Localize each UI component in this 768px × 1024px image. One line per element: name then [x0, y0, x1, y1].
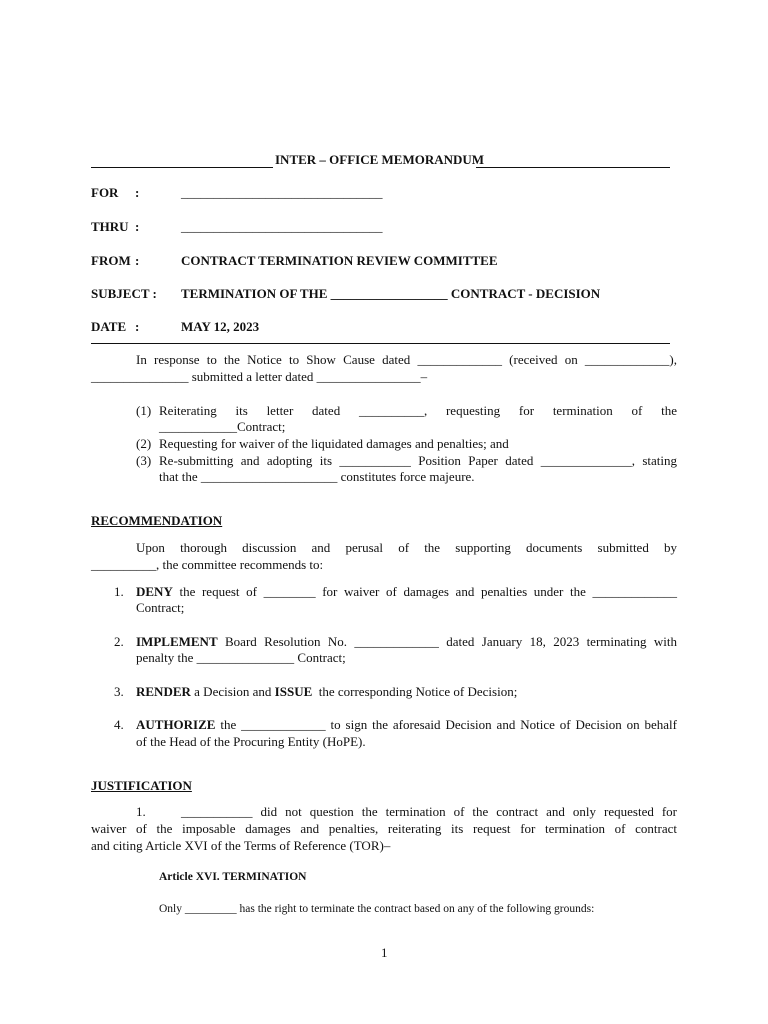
rec-4-line-1	[136, 717, 677, 733]
item-2-number: (2)	[136, 436, 152, 451]
for-label: FOR	[91, 185, 119, 200]
rec-2-line-2: penalty the _______________ Contract;	[136, 650, 346, 665]
item-1-line-1: Reiterating its letter dated __________, requesting for termination of the	[159, 403, 677, 418]
rec-2-line-1	[136, 634, 677, 650]
from-label: FROM	[91, 253, 131, 268]
justification-line-1: ___________ did not question the termination of the contract and only requested for	[181, 804, 677, 819]
header-bottom-rule	[91, 343, 670, 344]
rec-1-line-2: Contract;	[136, 600, 185, 615]
for-value: _______________________________	[181, 185, 383, 200]
rec-2-keyword: IMPLEMENT	[136, 634, 218, 649]
rec-4-number: 4.	[114, 717, 124, 732]
thru-label: THRU	[91, 219, 129, 234]
rec-3-keyword: RENDER	[136, 684, 191, 699]
justification-line-2: waiver of the imposable damages and penalties, reiterating its request for termination of contract	[91, 821, 677, 836]
recommendation-heading: RECOMMENDATION	[91, 513, 223, 528]
rec-4-text: the _____________ to sign the aforesaid Decision and Notice of Decision on behalf	[215, 717, 677, 732]
title-rule-right	[476, 167, 670, 168]
rec-3-number: 3.	[114, 684, 124, 699]
rec-1-number: 1.	[114, 584, 124, 599]
thru-colon: :	[135, 219, 140, 234]
intro-line-1: In response to the Notice to Show Cause dated _____________ (received on _____________),	[136, 352, 677, 367]
rec-3-text-tail: the corresponding Notice of Decision;	[312, 684, 518, 699]
item-1-number: (1)	[136, 403, 152, 418]
date-label: DATE	[91, 319, 127, 334]
justification-heading: JUSTIFICATION	[91, 778, 192, 793]
page-number: 1	[381, 945, 388, 960]
from-value: CONTRACT TERMINATION REVIEW COMMITTEE	[181, 253, 498, 268]
rec-3-line-1	[136, 684, 517, 700]
rec-4-line-2: of the Head of the Procuring Entity (HoPE).	[136, 734, 366, 749]
rec-1-line-1	[136, 584, 677, 600]
recommendation-intro-line-2: __________, the committee recommends to:	[91, 557, 324, 572]
item-3-number: (3)	[136, 453, 152, 468]
justification-line-3: and citing Article XVI of the Terms of Reference (TOR)–	[91, 838, 391, 853]
date-colon: :	[135, 319, 140, 334]
rec-4-keyword: AUTHORIZE	[136, 717, 216, 732]
intro-line-2: _______________ submitted a letter dated ________________–	[91, 369, 428, 384]
item-1-line-2: ____________Contract;	[159, 419, 286, 434]
article-text: Only _________ has the right to terminate the contract based on any of the following grounds:	[159, 903, 595, 915]
item-3-line-2: that the _____________________ constitutes force majeure.	[159, 469, 475, 484]
item-3-line-1: Re-submitting and adopting its ___________ Position Paper dated ______________, stating	[159, 453, 677, 468]
date-value: MAY 12, 2023	[181, 319, 260, 334]
justification-number: 1.	[136, 804, 146, 819]
from-colon: :	[135, 253, 140, 268]
rec-3-keyword-2: ISSUE	[274, 684, 313, 699]
recommendation-intro-line-1: Upon thorough discussion and perusal of the supporting documents submitted by	[136, 540, 677, 555]
title-rule-left	[91, 167, 273, 168]
thru-value: _______________________________	[181, 219, 383, 234]
rec-1-keyword: DENY	[136, 584, 173, 599]
subject-value: TERMINATION OF THE __________________ CONTRACT - DECISION	[181, 286, 601, 301]
rec-2-number: 2.	[114, 634, 124, 649]
rec-1-text: the request of ________ for waiver of damages and penalties under the _____________	[172, 584, 677, 599]
subject-label: SUBJECT :	[91, 286, 157, 301]
item-2-line-1: Requesting for waiver of the liquidated damages and penalties; and	[159, 436, 509, 451]
article-title: Article XVI. TERMINATION	[159, 871, 307, 883]
for-colon: :	[135, 185, 140, 200]
rec-2-text: Board Resolution No. _____________ dated January 18, 2023 terminating with	[217, 634, 677, 649]
memo-title: INTER – OFFICE MEMORANDUM	[275, 152, 485, 167]
rec-3-text-mid: a Decision and	[190, 684, 275, 699]
